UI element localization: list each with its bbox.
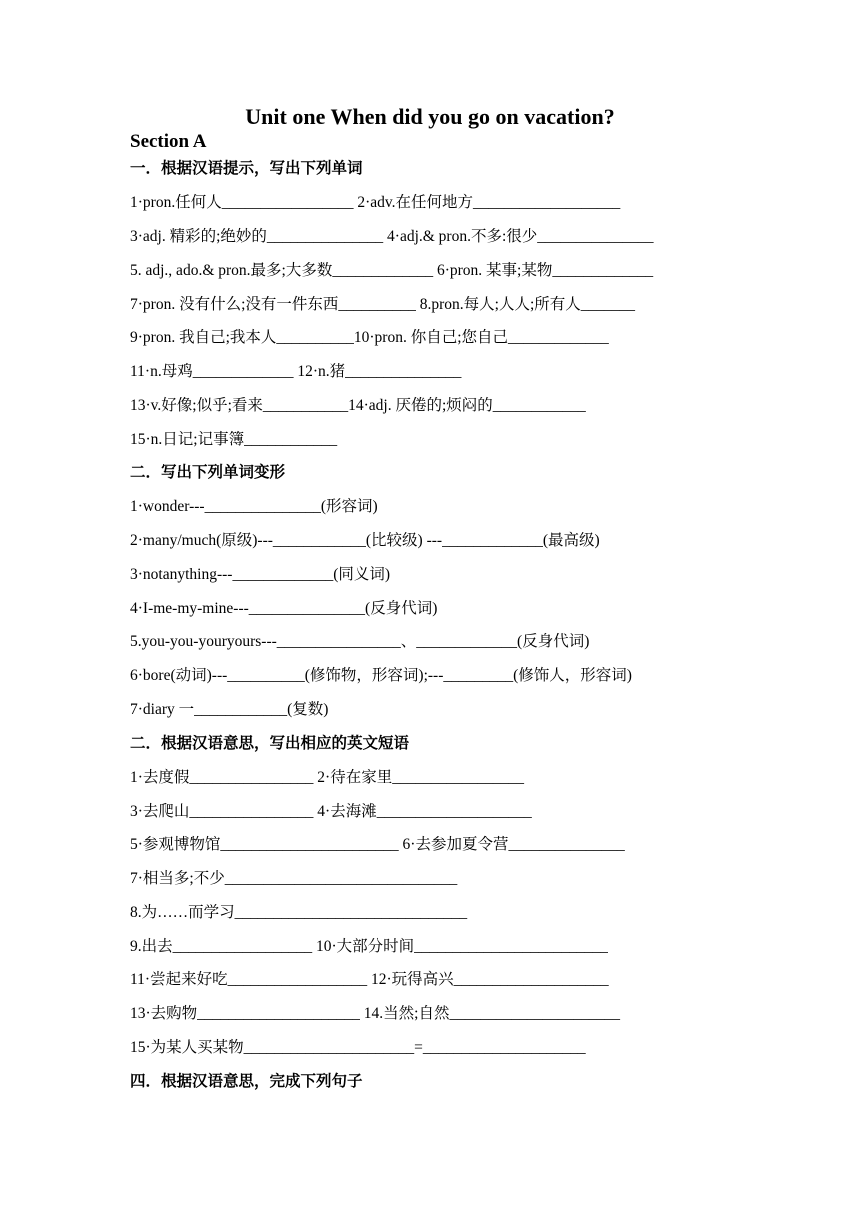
part2-line: 1·wonder---_______________(形容词) [130, 498, 378, 515]
part3-line: 11·尝起来好吃__________________ 12·玩得高兴____________________ [130, 971, 609, 988]
part3-line: 9.出去__________________ 10·大部分时间_________________________ [130, 938, 608, 955]
part1-line: 3·adj. 精彩的;绝妙的_______________ 4·adj.& pron.不多:很少_______________ [130, 228, 654, 245]
part1-heading: 一．根据汉语提示，写出下列单词 [130, 159, 363, 177]
part2-line: 3·notanything---_____________(同义词) [130, 566, 391, 583]
part2-line: 5.you-you-youryours---________________、_____________(反身代词) [130, 633, 590, 650]
part1-line: 1·pron.任何人_________________ 2·adv.在任何地方___________________ [130, 194, 621, 211]
part2-line: 2·many/much(原级)---____________(比较级) ---_____________(最高级) [130, 532, 600, 549]
part1-line: 11·n.母鸡_____________ 12·n.猪_______________ [130, 363, 462, 380]
part2-line: 6·bore(动词)---__________(修饰物，形容词);---_________(修饰人，形容词) [130, 667, 632, 684]
part3-line: 13·去购物_____________________ 14.当然;自然______________________ [130, 1005, 620, 1022]
page-title: Unit one When did you go on vacation? [245, 104, 615, 129]
part3-line: 7·相当多;不少______________________________ [130, 870, 458, 887]
part3-line: 1·去度假________________ 2·待在家里_________________ [130, 769, 524, 786]
part3-heading: 二．根据汉语意思，写出相应的英文短语 [130, 734, 410, 752]
section-label: Section A [130, 131, 207, 152]
part3-line: 15·为某人买某物______________________=_____________________ [130, 1039, 586, 1056]
part2-line: 7·diary 一____________(复数) [130, 701, 329, 718]
part3-line: 3·去爬山________________ 4·去海滩____________________ [130, 803, 532, 820]
part1-line: 9·pron. 我自己;我本人__________10·pron. 你自己;您自己_____________ [130, 329, 609, 346]
part3-line: 5·参观博物馆_______________________ 6·去参加夏令营_______________ [130, 836, 625, 853]
part1-line: 5. adj., ado.& pron.最多;大多数_____________ 6·pron. 某事;某物_____________ [130, 262, 654, 279]
part2-heading: 二．写出下列单词变形 [130, 463, 286, 481]
part2-line: 4·I-me-my-mine---_______________(反身代词) [130, 600, 438, 617]
part1-line: 13·v.好像;似乎;看来___________14·adj. 厌倦的;烦闷的____________ [130, 397, 586, 414]
part4-heading: 四．根据汉语意思，完成下列句子 [130, 1072, 363, 1090]
part3-line: 8.为……而学习______________________________ [130, 904, 468, 921]
part1-line: 15·n.日记;记事簿____________ [130, 431, 338, 448]
part1-line: 7·pron. 没有什么;没有一件东西__________ 8.pron.每人;人人;所有人_______ [130, 296, 636, 313]
